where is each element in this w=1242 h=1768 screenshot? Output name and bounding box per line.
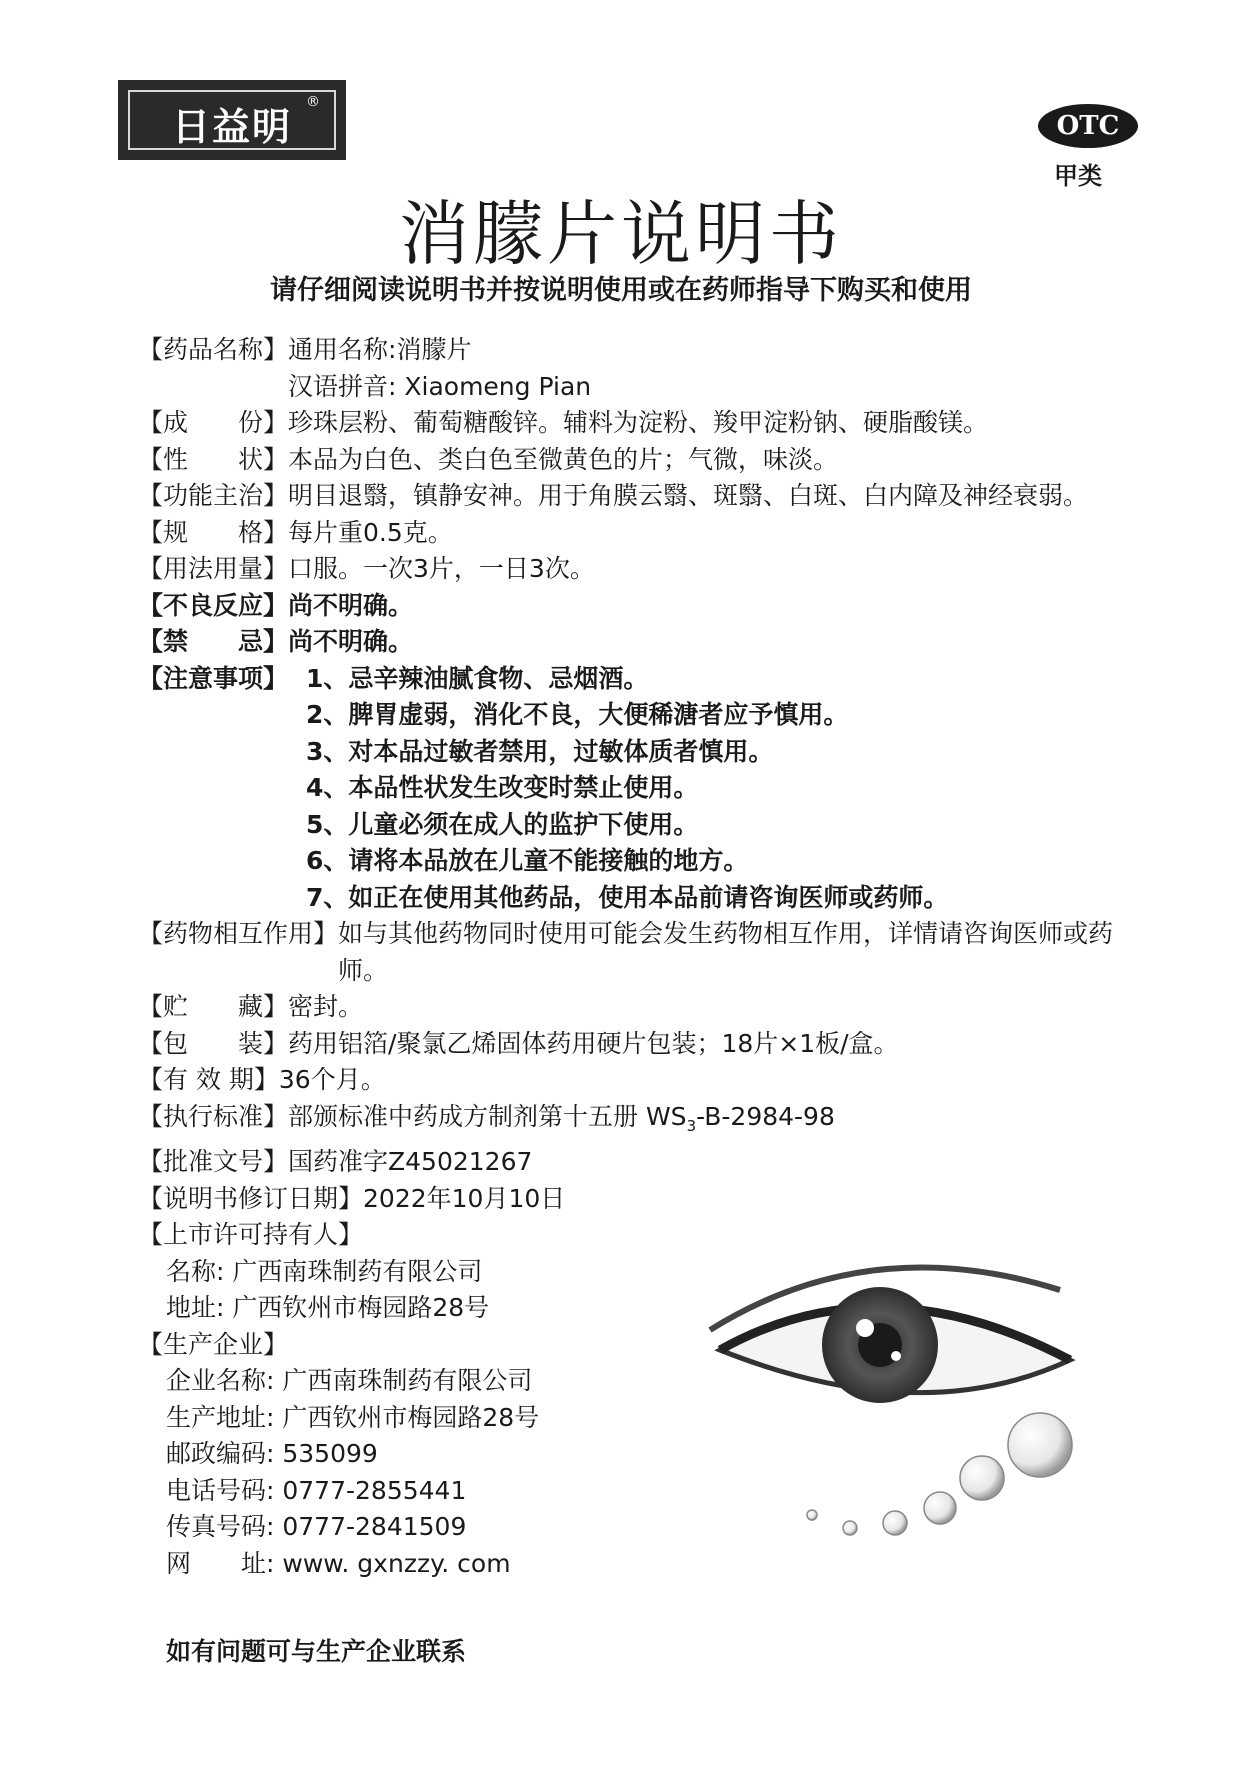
brand-logo [118, 80, 346, 160]
composition-value: 珍珠层粉、葡萄糖酸锌。辅料为淀粉、羧甲淀粉钠、硬脂酸镁。 [288, 408, 989, 437]
contra-label: 【禁 忌】 [138, 627, 289, 656]
note-item: 7、如正在使用其他药品，使用本品前请咨询医师或药师。 [306, 882, 949, 912]
maker-phone: 电话号码: 0777-2855441 [166, 1475, 467, 1505]
drug-generic-name: 通用名称:消朦片 [288, 335, 472, 364]
revision-label: 【说明书修订日期】 [138, 1183, 364, 1213]
note-item: 4、本品性状发生改变时禁止使用。 [306, 773, 699, 802]
page-title: 消朦片说明书 [399, 193, 843, 275]
interaction-label: 【药物相互作用】 [138, 919, 339, 948]
otc-class-label: 甲类 [1054, 162, 1102, 190]
drug-name-row [138, 332, 1118, 369]
approval-row [138, 1144, 1118, 1181]
pearl-drop [807, 1510, 817, 1520]
maker-label: 【生产企业】 [138, 1329, 289, 1359]
validity-label: 【有 效 期】 [138, 1065, 279, 1094]
eye-illustration [700, 1260, 1100, 1560]
drug-pinyin-row [138, 369, 1118, 406]
adverse-row [138, 588, 1118, 625]
standard-label: 【执行标准】 [138, 1101, 289, 1131]
notes-label: 【注意事项】 [138, 663, 289, 693]
logo-text: 日益明 [171, 104, 292, 149]
character-label: 【性 状】 [138, 444, 289, 474]
eye-highlight [856, 1319, 874, 1337]
adverse-label: 【不良反应】 [138, 590, 289, 620]
contra-value: 尚不明确。 [288, 627, 414, 656]
standard-subscript: 3 [686, 1116, 697, 1135]
approval-label: 【批准文号】 [138, 1147, 289, 1176]
indication-label: 【功能主治】 [138, 481, 289, 510]
note-item: 1、忌辛辣油腻食物、忌烟酒。 [306, 663, 649, 693]
otc-badge-text: OTC [1056, 111, 1120, 141]
drug-pinyin-name: 汉语拼音: Xiaomeng Pian [288, 371, 592, 401]
maker-address: 生产地址: 广西钦州市梅园路28号 [166, 1402, 540, 1432]
package-row [138, 1026, 1118, 1063]
holder-address: 地址: 广西钦州市梅园路28号 [166, 1293, 490, 1322]
composition-row [138, 405, 1118, 442]
dosage-label: 【用法用量】 [138, 554, 289, 583]
maker-name: 企业名称: 广西南珠制药有限公司 [166, 1366, 533, 1395]
spec-value: 每片重0.5克。 [288, 517, 453, 547]
footer-contact-note: 如有问题可与生产企业联系 [166, 1637, 467, 1666]
interaction-value: 如与其他药物同时使用可能会发生药物相互作用，详情请咨询医师或药师。 [338, 919, 1114, 985]
indication-value: 明目退翳，镇静安神。用于角膜云翳、斑翳、白斑、白内障及神经衰弱。 [288, 481, 1089, 510]
page-subtitle: 请仔细阅读说明书并按说明使用或在药师指导下购买和使用 [270, 275, 972, 306]
pearl-drop [924, 1492, 956, 1524]
otc-badge [1038, 104, 1138, 148]
storage-label: 【贮 藏】 [138, 992, 289, 1021]
spec-row [138, 515, 1118, 552]
storage-value: 密封。 [288, 992, 364, 1021]
standard-row [138, 1099, 1118, 1145]
composition-label: 【成 份】 [138, 408, 289, 437]
interaction-row [138, 916, 1118, 989]
character-value: 本品为白色、类白色至微黄色的片；气微，味淡。 [288, 444, 839, 474]
drug-name-label: 【药品名称】 [138, 335, 289, 364]
registered-mark: ® [306, 94, 320, 110]
holder-heading-row [138, 1217, 1118, 1254]
revision-row [138, 1181, 1118, 1218]
storage-row [138, 989, 1118, 1026]
spec-label: 【规 格】 [138, 517, 289, 547]
standard-suffix: -B-2984-98 [696, 1101, 835, 1131]
dosage-value: 口服。一次3片，一日3次。 [288, 554, 595, 583]
validity-row [138, 1062, 1118, 1099]
adverse-value: 尚不明确。 [288, 590, 414, 620]
note-item: 6、请将本品放在儿童不能接触的地方。 [306, 846, 749, 875]
package-label: 【包 装】 [138, 1028, 289, 1058]
notes-list [288, 661, 1118, 917]
holder-name: 名称: 广西南珠制药有限公司 [166, 1256, 483, 1286]
eye-highlight [891, 1351, 901, 1361]
holder-label: 【上市许可持有人】 [138, 1220, 364, 1249]
dosage-row [138, 551, 1118, 588]
validity-value: 36个月。 [278, 1065, 386, 1094]
maker-website: 网 址: www. gxnzzy. com [166, 1548, 511, 1578]
pearl-drop [843, 1521, 857, 1535]
package-value: 药用铝箔/聚氯乙烯固体药用硬片包装；18片×1板/盒。 [288, 1028, 899, 1058]
pearl-drop [883, 1511, 907, 1535]
note-item: 2、脾胃虚弱，消化不良，大便稀溏者应予慎用。 [306, 700, 849, 729]
maker-postcode: 邮政编码: 535099 [166, 1439, 378, 1468]
pearl-drop [960, 1456, 1004, 1500]
character-row [138, 442, 1118, 479]
note-item: 3、对本品过敏者禁用，过敏体质者慎用。 [306, 736, 774, 766]
pearl-drop [1008, 1413, 1072, 1477]
indication-row [138, 478, 1118, 515]
standard-value [288, 1099, 1118, 1145]
approval-value: 国药准字Z45021267 [288, 1147, 533, 1176]
standard-prefix: 部颁标准中药成方制剂第十五册 WS [288, 1101, 687, 1131]
note-item: 5、儿童必须在成人的监护下使用。 [306, 809, 699, 839]
notes-row [138, 661, 1118, 917]
revision-value: 2022年10月10日 [363, 1183, 566, 1213]
contra-row [138, 624, 1118, 661]
maker-fax: 传真号码: 0777-2841509 [166, 1512, 467, 1541]
